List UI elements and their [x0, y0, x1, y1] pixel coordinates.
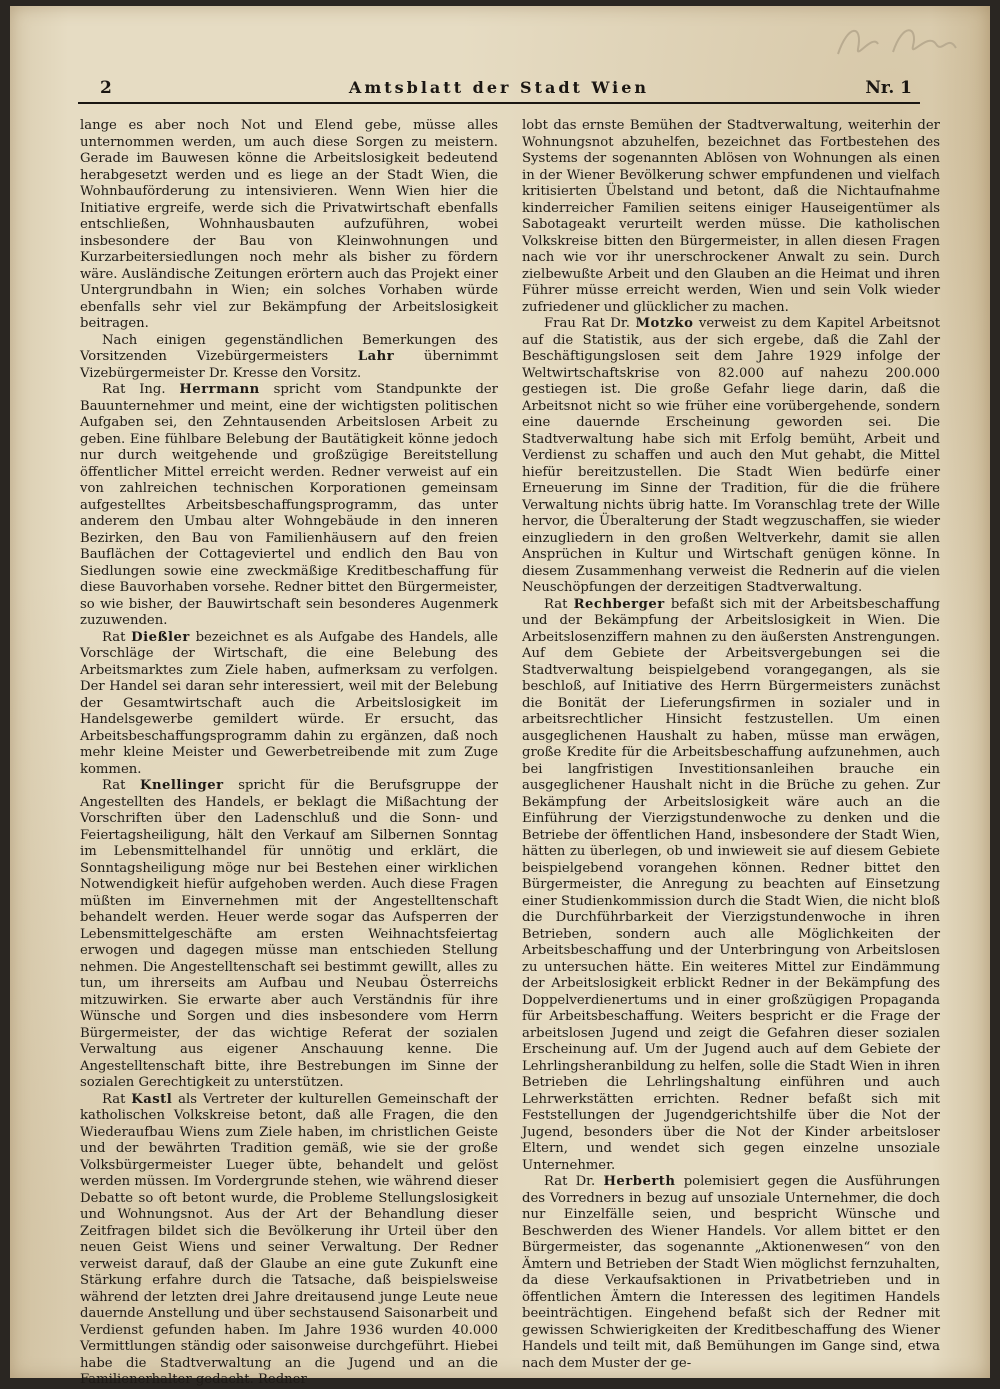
speaker-name: Knellinger	[139, 778, 224, 793]
paragraph-text: übernimmt Vizebürgermeister Dr. Kresse den Vorsitz.	[80, 349, 498, 381]
right-column	[522, 118, 941, 1371]
paragraph-text: verweist zu dem Kapitel Arbeitsnot auf die Statistik, aus der sich ergebe, daß die Zahl der Beschäftigungslosen seit dem Jahre 1929 infolge der Weltwirtschaftskrise von 82.000 auf nahezu 200.000 gestiegen ist. Die große Gefahr liege darin, daß die Arbeitsnot nicht so wie früher eine vorübergehende, sondern eine dauernde Erscheinung geworden sei. Die Stadtverwaltung habe sich mit Erfolg bemüht, Arbeit und Verdienst zu schaffen und auch den Mut gehabt, die Mittel hiefür bereitzustellen. Die Stadt Wien bedürfe einer Erneuerung im Sinne der Tradition, für die die frühere Verwaltung nichts übrig hatte. Im Voranschlag trete der Wille hervor, die Überalterung der Stadt wegzuschaffen, sie wieder einzugliedern in den großen Weltverkehr, damit sie allen Ansprüchen in Kultur und Wirtschaft genügen könne. In diesem Zusammenhang verweist die Rednerin auf die vielen Neuschöpfungen der derzeitigen Stadtverwaltung.	[522, 316, 940, 595]
left-column	[80, 118, 498, 1387]
speaker-name: Herrmann	[179, 382, 260, 397]
issue-number: Nr. 1	[865, 78, 912, 98]
speaker-name: Kastl	[131, 1091, 173, 1107]
speaker-name: Dießler	[131, 629, 190, 645]
paragraph	[522, 316, 940, 597]
paragraph-text: Nach einigen gegenständlichen Bemerkungen des Vorsitzenden Vizebürgermeisters	[80, 332, 498, 364]
paragraph-text: Rat	[102, 1091, 132, 1107]
speaker-name: Rechberger	[573, 596, 665, 612]
paragraph	[522, 1174, 940, 1372]
paragraph-text: spricht vom Standpunkte der Bauunternehmer und meint, eine der wichtigsten politischen Aufgaben sei, den Zehntausenden Arbeitslosen Arbeit zu geben. Eine fühlbare Belebung der Bautätigkeit könne jedoch nur durch weitgehende und großzügige Bereitstellung öffentlicher Mittel erreicht werden. Redner verweist auf ein von zahlreichen technischen Korporationen gemeinsam aufgestelltes Arbeitsbeschaffungsprogramm, das unter anderem den Umbau alter Wohngebäude in den inneren Bezirken, den Bau von Familienhäusern auf den freien Bauflächen der Cottageviertel und endlich den Bau von Siedlungen sowie eine zweckmäßige Kreditbeschaffung für diese Bauvorhaben vorsehe. Redner bittet den Bürgermeister, so wie bisher, der Bauwirtschaft sein besonderes Augenmerk zuzuwenden.	[80, 382, 498, 628]
speaker-name: Lahr	[357, 349, 395, 364]
paragraph-text: spricht für die Berufsgruppe der Angestellten des Handels, er beklagt die Mißachtung der Vorschriften über den Ladenschluß und die Sonn- und Feiertagsheiligung, hält den Verkauf am Silbernen Sonntag im Lebensmittelhandel für unnötig und erklärt, die Sonntagsheiligung möge nur bei Bestehen einer wirklichen Notwendigkeit hiefür aufgehoben werden. Auch diese Fragen müßten im Einvernehmen mit der Angestelltenschaft behandelt werden. Heuer werde sogar das Aufsperren der Lebensmittelgeschäfte am ersten Weihnachtsfeiertag erwogen und dagegen müsse man entschieden Stellung nehmen. Die Angestelltenschaft sei bestimmt gewillt, alles zu tun, um ihrerseits am Aufbau und Neubau Österreichs mitzuwirken. Sie erwarte aber auch Verständnis für ihre Wünsche und Sorgen und dies insbesondere vom Herrn Bürgermeister, der das wichtige Referat der sozialen Verwaltung aus eigener Anschauung kenne. Die Angestelltenschaft bitte, ihre Bestrebungen im Sinne der sozialen Gerechtigkeit zu unterstützen.	[80, 778, 498, 1090]
paragraph-text: Rat	[102, 778, 140, 793]
paragraph-text: Rat Ing.	[102, 382, 180, 397]
paragraph-text: bezeichnet es als Aufgabe des Handels, alle Vorschläge der Wirtschaft, die eine Belebung des Arbeitsmarktes zum Ziele haben, aufmerksam zu verfolgen. Der Handel sei daran sehr interessiert, weil mit der Belebung der Gesamtwirtschaft auch die Arbeitslosigkeit im Handelsgewerbe gemildert würde. Er ersucht, das Arbeitsbeschaffungsprogramm dahin zu ergänzen, daß noch mehr kleine Meister und Gewerbetreibende mit zum Zuge kommen.	[80, 629, 498, 777]
paragraph-text: lange es aber noch Not und Elend gebe, müsse alles unternommen werden, um auch diese Sorgen zu meistern. Gerade im Bauwesen könne die Arbeitslosigkeit bedeutend herabgesetzt werden und es liege an der Stadt Wien, die Wohnbauförderung zu intensivieren. Wenn Wien hier die Initiative ergreife, werde sich die Privatwirtschaft ebenfalls entschließen, Wohnhausbauten aufzuführen, wobei insbesondere der Bau von Kleinwohnungen und Kurzarbeitersiedlungen noch mehr als bisher zu fördern wäre. Ausländische Zeitungen erörtern auch das Projekt einer Untergrundbahn in Wien; ein solches Vorhaben würde ebenfalls sehr viel zur Bekämpfung der Arbeitslosigkeit beitragen.	[80, 118, 498, 331]
paragraph	[80, 630, 498, 779]
masthead-title: Amtsblatt der Stadt Wien	[348, 78, 650, 97]
paragraph-text: als Vertreter der kulturellen Gemeinschaft der katholischen Volkskreise betont, daß alle Fragen, die den Wiederaufbau Wiens zum Ziele haben, im christlichen Geiste und der bewährten Tradition gemäß, wie sie der große Volksbürgermeister Lueger übte, behandelt und gelöst werden müssen. Im Vordergrunde stehen, wie während dieser Debatte so oft betont wurde, die Probleme Stellungslosigkeit und Wohnungsnot. Aus der Art der Behandlung dieser Zeitfragen bildet sich die Bevölkerung ihr Urteil über den neuen Geist Wiens und seiner Verwaltung. Der Redner verweist darauf, daß der Glaube an eine gute Zukunft eine Stärkung erfahre durch die Tatsache, daß beispielsweise während der letzten drei Jahre dreitausend junge Leute neue dauernde Anstellung und über sechstausend Saisonarbeit und Verdienst gefunden haben. Im Jahre 1936 wurden 40.000 Vermittlungen ständig oder saisonweise durchgeführt. Hiebei habe die Stadtverwaltung an die Jugend und an die Familienerhalter gedacht. Redner	[80, 1091, 498, 1387]
article-columns	[80, 118, 941, 1387]
paragraph-text: polemisiert gegen die Ausführungen des Vorredners in bezug auf unsoziale Unternehmer, die doch nur Einzelfälle seien, und bespricht Wünsche und Beschwerden des Wiener Handels. Vor allem bittet er den Bürgermeister, das sogenannte „Aktionenwesen“ von den Ämtern und Betrieben der Stadt Wien möglichst fernzuhalten, da diese Verkaufsaktionen in Privatbetrieben und in öffentlichen Ämtern die Interessen des legitimen Handels beeinträchtigen. Eingehend befaßt sich der Redner mit gewissen Schwierigkeiten der Kreditbeschaffung des Wiener Handels und teilt mit, daß Bemühungen im Gange sind, etwa nach dem Muster der ge-	[522, 1174, 941, 1371]
paragraph	[80, 382, 498, 630]
page-number: 2	[100, 78, 112, 98]
paragraph-text: Rat	[102, 629, 132, 645]
paragraph	[80, 778, 498, 1092]
pencil-scribble	[818, 14, 968, 74]
newspaper-page	[10, 6, 990, 1387]
paragraph-text: Rat	[544, 596, 574, 612]
paragraph-text: Rat Dr.	[544, 1174, 604, 1189]
paragraph	[80, 333, 498, 383]
paragraph	[522, 118, 940, 316]
paragraph-text: Frau Rat Dr.	[544, 316, 636, 331]
speaker-name: Motzko	[635, 316, 694, 331]
paragraph	[80, 1092, 498, 1389]
speaker-name: Herberth	[603, 1174, 676, 1189]
paragraph-text: befaßt sich mit der Arbeitsbeschaffung und der Bekämpfung der Arbeitslosigkeit in Wien. Die Arbeitslosenziffern mahnen zu den äußersten Anstrengungen. Auf dem Gebiete der Arbeitsvergebungen sei die Stadtverwaltung beispielgebend vorangegangen, als sie beschloß, auf Initiative des Herrn Bürgermeisters zunächst die Bonität der Lieferungsfirmen in sozialer und in arbeitsrechtlicher Hinsicht festzustellen. Um einen ausgeglichenen Haushalt zu haben, müsse man erwägen, große Kredite für die Arbeitsbeschaffung aufzunehmen, auch bei langfristigen Investitionsanleihen brauche ein ausgeglichener Haushalt nicht in die Brüche zu gehen. Zur Bekämpfung der Arbeitslosigkeit wäre auch an die Einführung der Vierzigstundenwoche zu denken und die Betriebe der öffentlichen Hand, insbesondere der Stadt Wien, hätten zu überlegen, ob und inwieweit sie auf diesem Gebiete beispielgebend vorangehen können. Redner bittet den Bürgermeister, die Anregung zu beachten auf Einsetzung einer Studienkommission durch die Stadt Wien, die nicht bloß die Durchführbarkeit der Vierzigstundenwoche in ihren Betrieben, sondern auch alle Möglichkeiten der Arbeitsbeschaffung und der Unterbringung von Arbeitslosen zu untersuchen hätte. Ein weiteres Mittel zur Eindämmung der Arbeitslosigkeit erblickt Redner in der Bekämpfung des Doppelverdienertums und in einer großzügigen Propaganda für Arbeitsbeschaffung. Weiters bespricht er die Frage der arbeitslosen Jugend und zeigt die Gefahren dieser sozialen Erscheinung auf. Um der Jugend auch auf dem Gebiete der Lehrlingsheranbildung zu helfen, solle die Stadt Wien in ihren Betrieben die Lehrlingshaltung einführen und auch Lehrwerkstätten errichten. Redner befaßt sich mit Feststellungen der Jugendgerichtshilfe über die Not der Jugend, besonders über die Not der Kinder arbeitsloser Eltern, und wendet sich gegen einzelne unsoziale Unternehmer.	[522, 596, 940, 1173]
paragraph	[80, 118, 498, 333]
page-header	[78, 76, 920, 104]
paragraph	[522, 597, 940, 1175]
paragraph-text: lobt das ernste Bemühen der Stadtverwaltung, weiterhin der Wohnungsnot abzuhelfen, bezeichnet das Fortbestehen des Systems der sogenannten Ablösen von Wohnungen als einen in der Wiener Bevölkerung schwer empfundenen und vielfach kritisierten Übelstand und betont, daß die Nichtaufnahme kinderreicher Familien seitens einiger Hauseigentümer als Sabotageakt verurteilt werden müsse. Die katholischen Volkskreise bitten den Bürgermeister, in allen diesen Fragen nach wie vor ihr unerschrockener Anwalt zu sein. Durch zielbewußte Arbeit und den Glauben an die Heimat und ihren Führer müsse erreicht werden, Wien und sein Volk wieder zufriedener und glücklicher zu machen.	[522, 118, 940, 315]
